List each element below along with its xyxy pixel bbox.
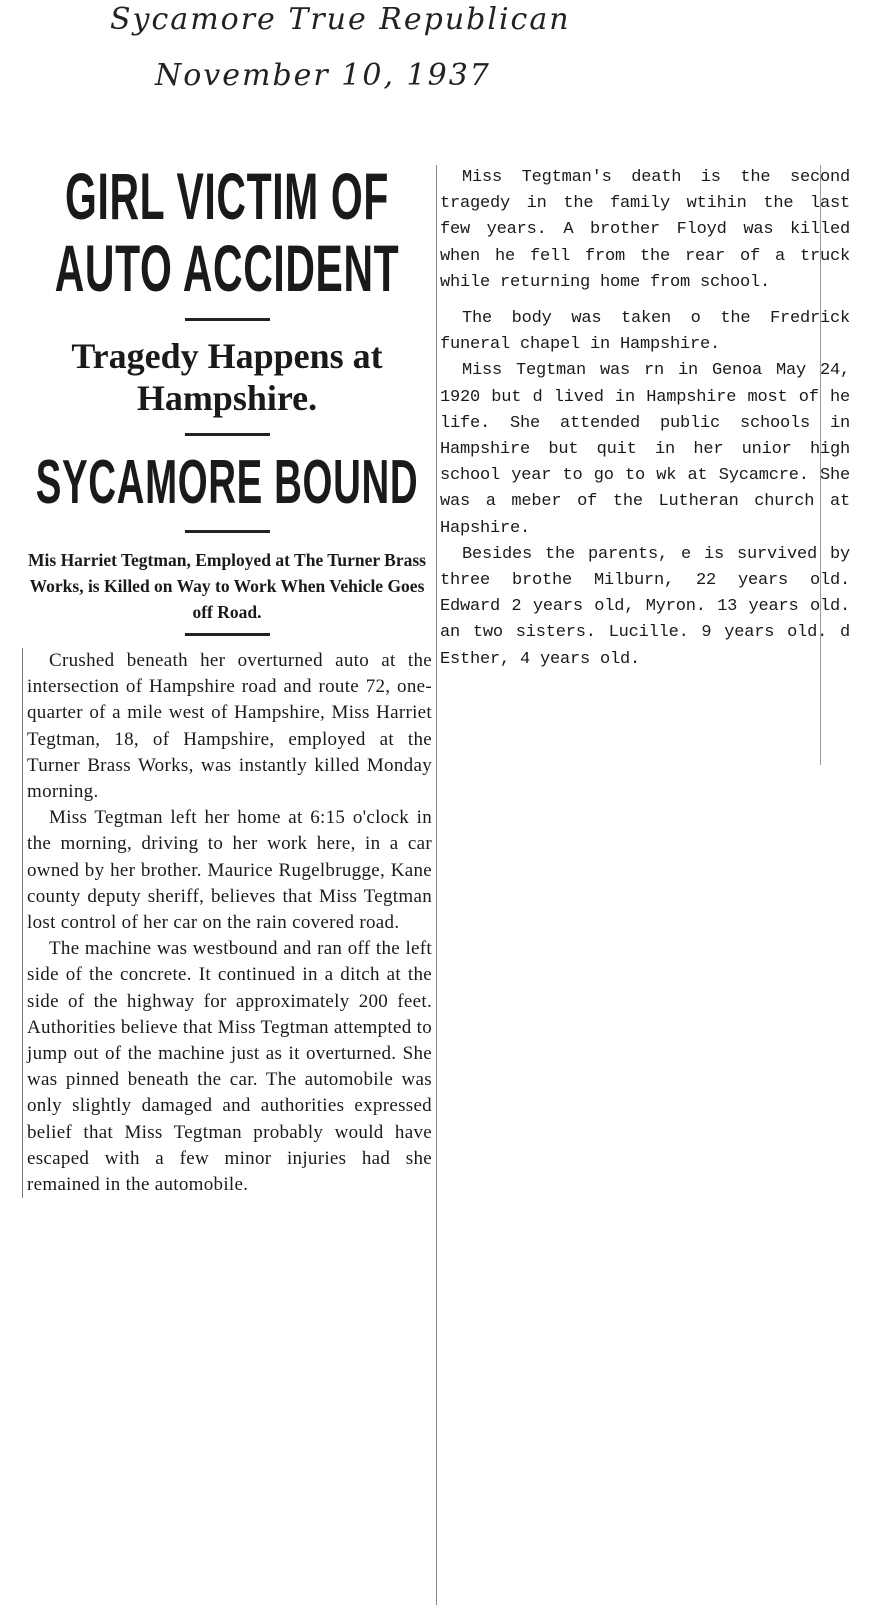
left-column	[22, 160, 432, 1198]
secondary-rule	[185, 530, 270, 533]
body-paragraph-right-2: The body was taken o the Fredrick funeral chapel in Hampshire.	[440, 309, 850, 355]
headline-line-2: AUTO ACCIDENT	[54, 231, 400, 305]
headline-line-1: GIRL VICTIM OF	[65, 159, 389, 233]
deck-rule	[185, 433, 270, 436]
handwritten-paper-name: Sycamore True Republican	[110, 2, 571, 37]
body-paragraph-left-1: Crushed beneath her overturned auto at the intersection of Hampshire road and route 72, one-quarter of a mile west of Hampshire, Miss Harriet Tegtman, 18, of Hampshire, employed at the Turner Brass Works, was instantly killed Monday morning.	[22, 648, 432, 805]
subdeck-rule	[185, 633, 270, 636]
headline-rule	[185, 318, 270, 321]
body-paragraph-right-3: Miss Tegtman was rn in Genoa May 24, 1920 but d lived in Hampshire most of he life. She attended public schools in Hampshire but quit in her unior high school year to go to wk at Sycamcre. She was a meber of the Lutheran church at Hapshire.	[440, 361, 850, 538]
right-column	[440, 165, 850, 673]
handwritten-date: November 10, 1937	[155, 58, 491, 93]
body-paragraph-right-4: Besides the parents, e is survived by three brothe Milburn, 22 years old. Edward 2 years old, Myron. 13 years old. an two sisters. Lucille. 9 years old. d Esther, 4 years old.	[440, 544, 850, 669]
subdeck: Mis Harriet Tegtman, Employed at The Turner Brass Works, is Killed on Way to Work When Vehicle Goes off Road.	[28, 550, 426, 622]
body-paragraph-left-2: Miss Tegtman left her home at 6:15 o'clock in the morning, driving to her work here, in a car owned by her brother. Maurice Rugelbrugge, Kane county deputy sheriff, believes that Miss Tegtman lost control of her car on the rain covered road.	[22, 805, 432, 936]
headline-secondary: SYCAMORE BOUND	[35, 448, 419, 517]
body-paragraph-left-3: The machine was westbound and ran off the left side of the concrete. It continued in a ditch at the side of the highway for approximately 200 feet. Authorities believe that Miss Tegtman attempted to jump out of the machine just as it overturned. She was pinned beneath the car. The automobile was only slightly damaged and authorities expressed belief that Miss Tegtman probably would have escaped with a few minor injuries had she remained in the automobile.	[22, 936, 432, 1198]
deck-headline: Tragedy Happens at Hampshire.	[71, 336, 383, 418]
body-paragraph-right-1: Miss Tegtman's death is the second tragedy in the family wtihin the last few years. A brother Floyd was killed when he fell from the rear of a truck while returning home from school.	[440, 168, 850, 292]
column-divider	[436, 165, 437, 1605]
